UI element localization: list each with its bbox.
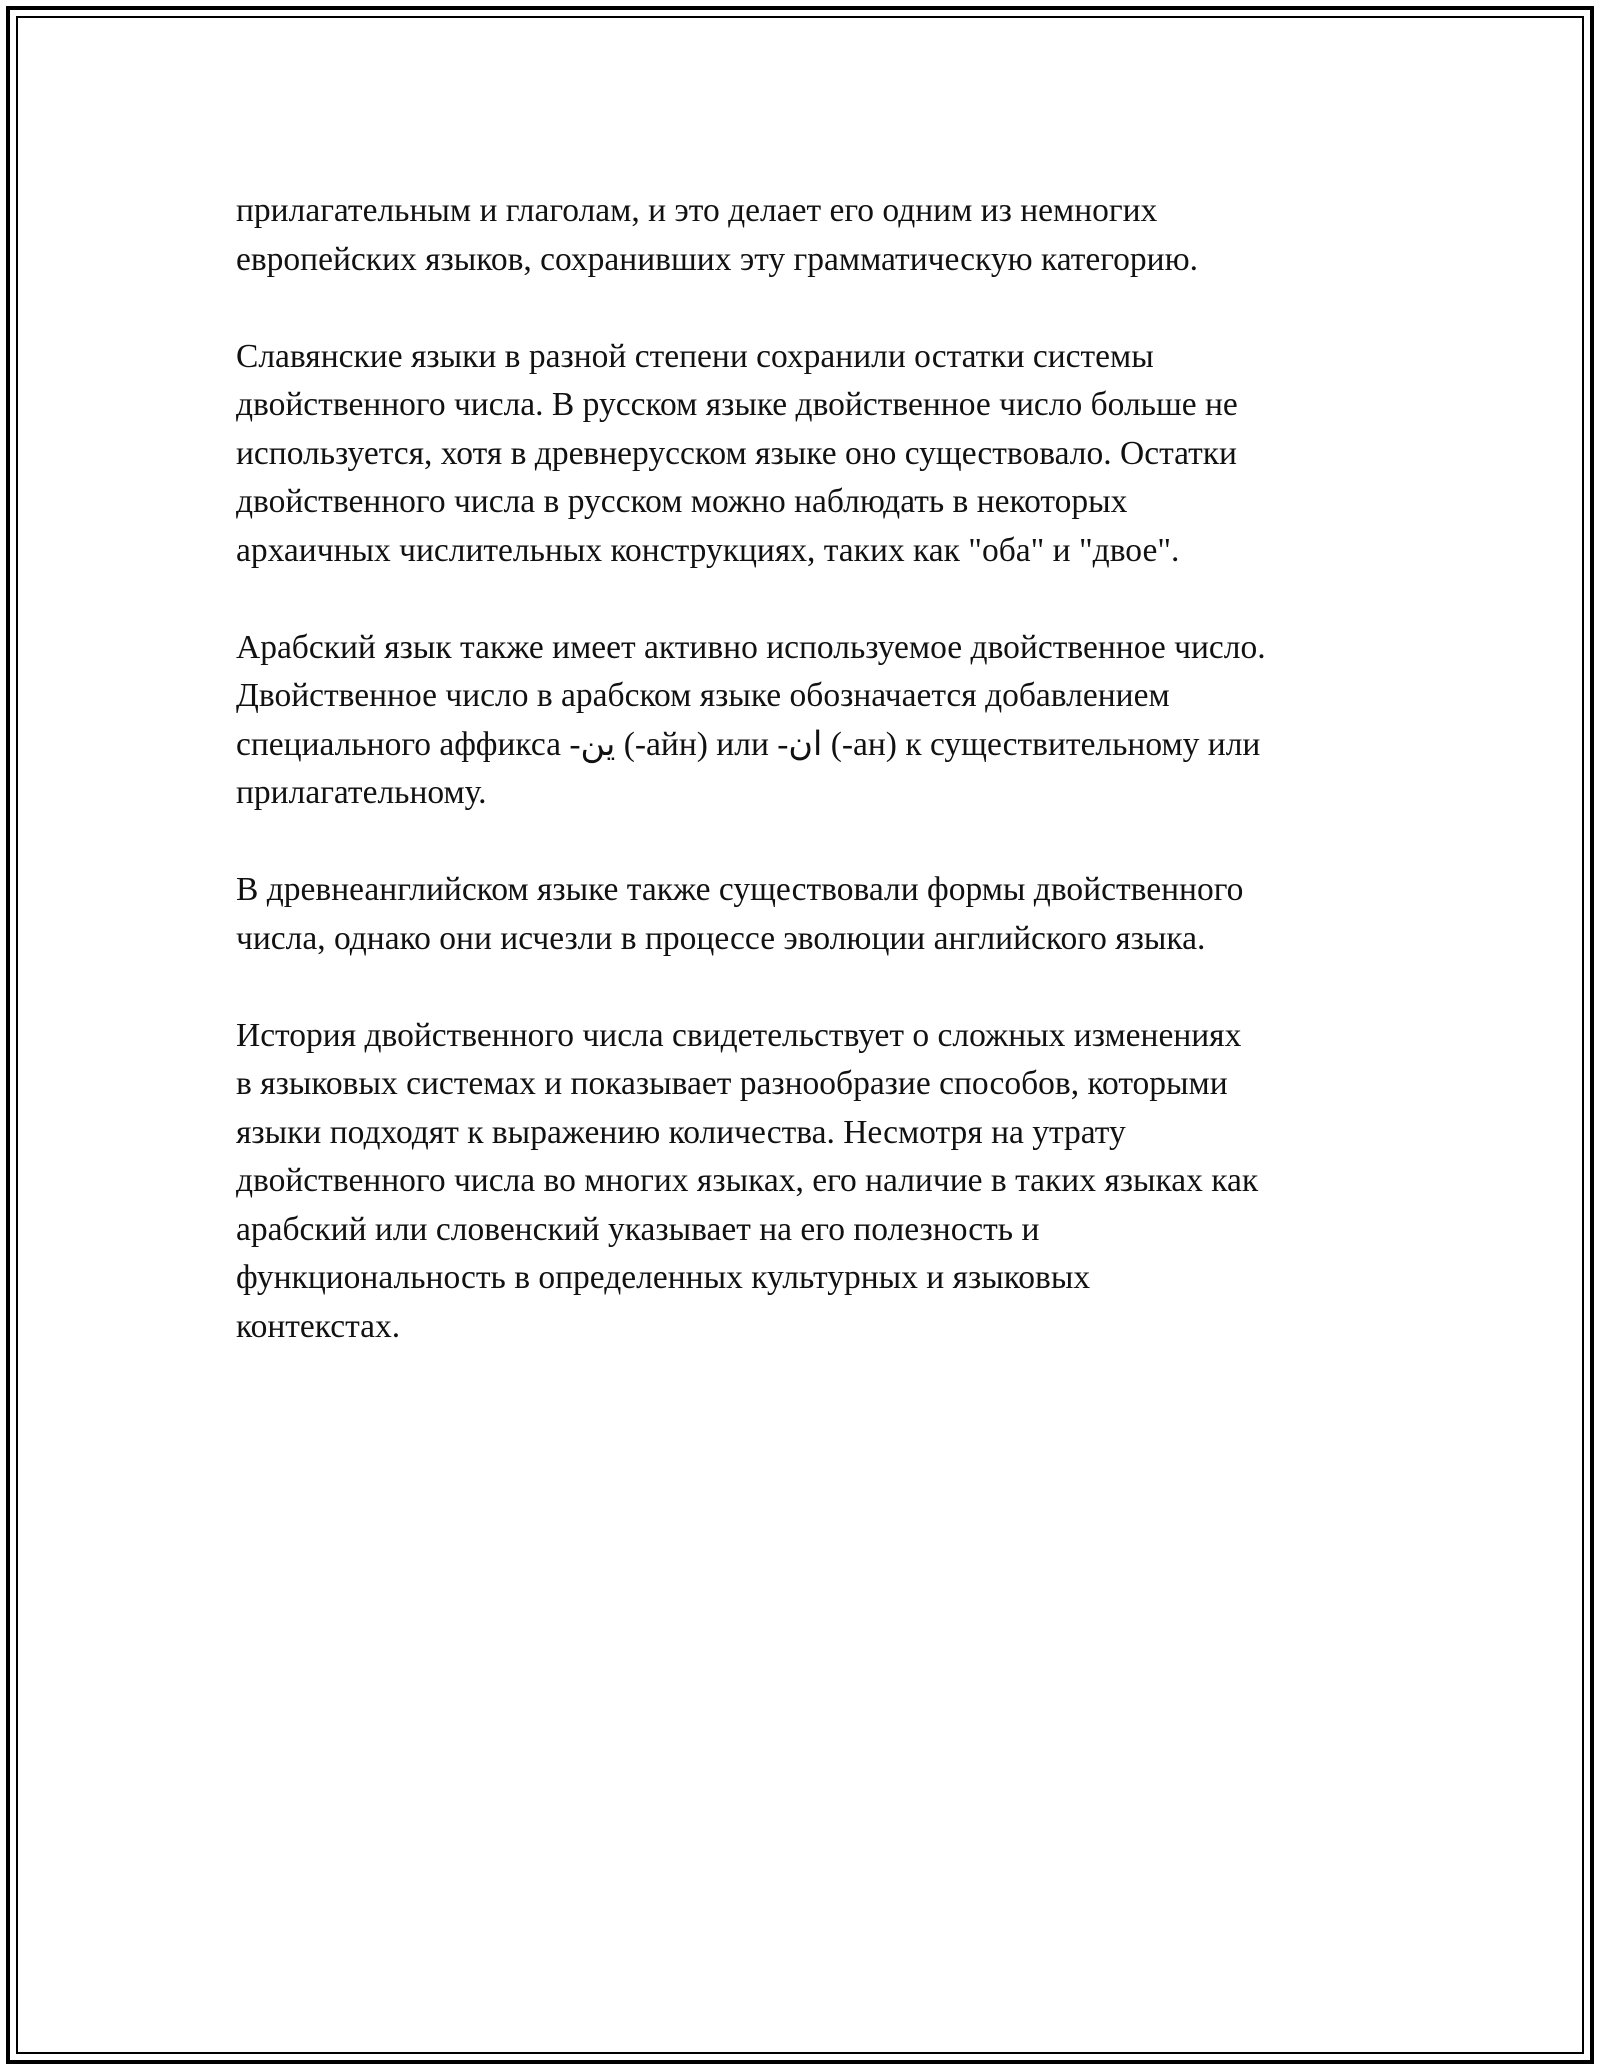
text-line: История двойственного числа свидетельствует о сложных изменениях bbox=[236, 1016, 1242, 1054]
paragraph bbox=[236, 866, 1386, 963]
text-line: двойственного числа. В русском языке двойственное число больше не bbox=[236, 386, 1238, 423]
paragraph bbox=[236, 1012, 1386, 1352]
text-line: функциональность в определенных культурных и языковых bbox=[236, 1259, 1091, 1296]
text-line: двойственного числа в русском можно наблюдать в некоторых bbox=[236, 483, 1128, 520]
text-line: Двойственное число в арабском языке обозначается добавлением bbox=[236, 677, 1170, 714]
paragraph bbox=[236, 187, 1386, 284]
text-line: Арабский язык также имеет активно используемое двойственное число. bbox=[236, 628, 1266, 666]
document-body bbox=[236, 187, 1386, 1400]
text-line: используется, хотя в древнерусском языке оно существовало. Остатки bbox=[236, 434, 1237, 472]
text-line: архаичных числительных конструкциях, таких как "оба" и "двое". bbox=[236, 531, 1180, 569]
text-line: арабский или словенский указывает на его полезность и bbox=[236, 1210, 1040, 1248]
text-line: прилагательному. bbox=[236, 774, 487, 811]
text-line: языки подходят к выражению количества. Несмотря на утрату bbox=[236, 1113, 1126, 1151]
text-line: европейских языков, сохранивших эту грамматическую категорию. bbox=[236, 240, 1199, 278]
text-line: в языковых системах и показывает разнообразие способов, которыми bbox=[236, 1065, 1228, 1102]
text-line: прилагательным и глаголам, и это делает его одним из немногих bbox=[236, 192, 1158, 229]
text-line: числа, однако они исчезли в процессе эволюции английского языка. bbox=[236, 919, 1206, 957]
text-line: В древнеанглийском языке также существовали формы двойственного bbox=[236, 871, 1244, 908]
text-line: специального аффикса -ين (-айн) или -ان (-ан) к существительному или bbox=[236, 725, 1261, 763]
paragraph bbox=[236, 624, 1386, 818]
text-line: двойственного числа во многих языках, его наличие в таких языках как bbox=[236, 1162, 1259, 1199]
text-line: Славянские языки в разной степени сохранили остатки системы bbox=[236, 337, 1154, 375]
paragraph bbox=[236, 333, 1386, 576]
text-line: контекстах. bbox=[236, 1307, 401, 1345]
